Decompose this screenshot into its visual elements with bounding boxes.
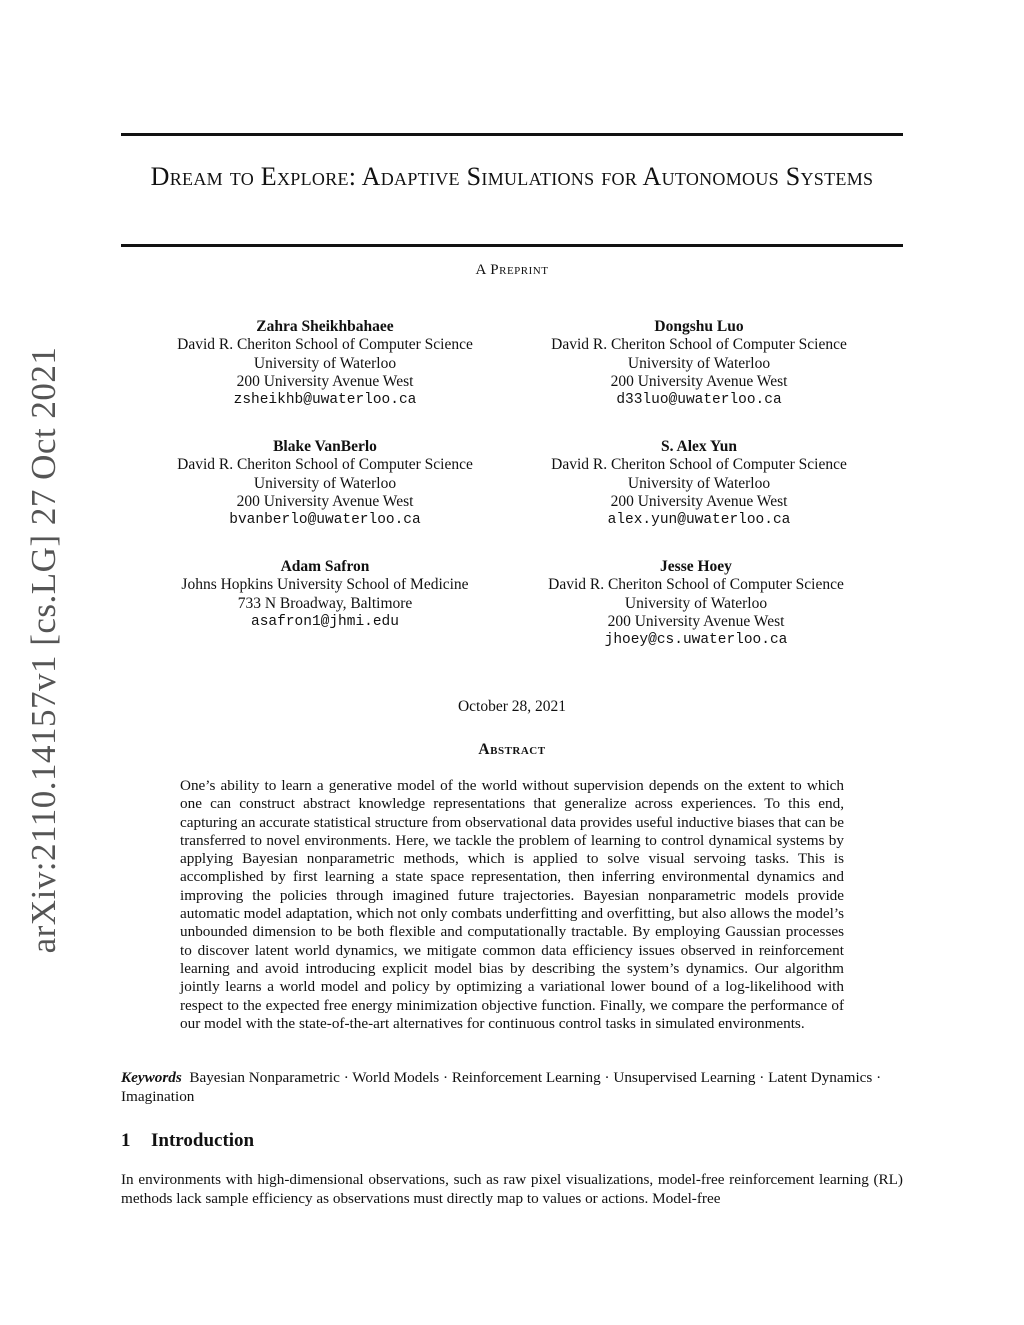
author-block bbox=[135, 438, 515, 529]
author-affiliation: David R. Cheriton School of Computer Science bbox=[548, 576, 844, 594]
author-affiliation: David R. Cheriton School of Computer Science bbox=[551, 456, 847, 474]
author-block bbox=[509, 438, 889, 529]
abstract-text: One’s ability to learn a generative model of the world without supervision depends on the extent to which one can construct abstract knowledge representations that generalize across experiences. To this end, capturing an accurate statistical structure from observational data provides useful inductive biases that can be transferred to novel environments. Here, we tackle the problem of learning to control dynamical systems by applying Bayesian nonparametric methods, which is applied to solve visual servoing tasks. This is accomplished by first learning a state space representation, then inferring environmental dynamics and improving the policies through imagined future trajectories. Bayesian nonparametric models provide automatic model adaptation, which not only combats underfitting and overfitting, but also allows the model’s unbounded dimension to be both flexible and computationally tractable. By employing Gaussian processes to discover latent world dynamics, we mitigate common data efficiency issues observed in reinforcement learning and avoid introducing explicit model bias by describing the system’s dynamics. Our algorithm jointly learns a world model and policy by optimizing a variational lower bound of a log-likelihood with respect to the expected free energy minimization objective function. Finally, we compare the performance of our model with the state-of-the-art alternatives for continuous control tasks in simulated environments. bbox=[180, 777, 844, 1032]
author-name: Adam Safron bbox=[280, 558, 370, 575]
section-heading bbox=[121, 1130, 254, 1152]
preprint-label: A Preprint bbox=[475, 262, 549, 278]
arxiv-identifier-stamp: arXiv:2110.14157v1 [cs.LG] 27 Oct 2021 bbox=[24, 346, 63, 954]
author-affiliation: David R. Cheriton School of Computer Science bbox=[177, 336, 473, 354]
title-top-rule bbox=[121, 133, 903, 136]
author-university: University of Waterloo bbox=[624, 594, 768, 612]
author-affiliation: Johns Hopkins University School of Medicine bbox=[181, 576, 469, 594]
section-title: Introduction bbox=[151, 1130, 255, 1151]
author-name: Jesse Hoey bbox=[660, 558, 732, 575]
author-block bbox=[506, 558, 886, 649]
author-university: University of Waterloo bbox=[253, 474, 397, 492]
author-name: Zahra Sheikhbahaee bbox=[256, 318, 394, 335]
author-address: 733 N Broadway, Baltimore bbox=[237, 594, 413, 612]
author-affiliation: David R. Cheriton School of Computer Science bbox=[177, 456, 473, 474]
author-address: 200 University Avenue West bbox=[236, 492, 414, 510]
author-email[interactable]: zsheikhb@uwaterloo.ca bbox=[233, 392, 417, 409]
author-address: 200 University Avenue West bbox=[610, 372, 788, 390]
author-block bbox=[135, 318, 515, 409]
keywords-label: Keywords bbox=[121, 1069, 182, 1086]
author-name: Dongshu Luo bbox=[654, 318, 744, 335]
author-email[interactable]: asafron1@jhmi.edu bbox=[251, 613, 399, 630]
author-university: University of Waterloo bbox=[627, 354, 771, 372]
section-number: 1 bbox=[121, 1130, 131, 1151]
author-name: Blake VanBerlo bbox=[273, 438, 377, 455]
author-address: 200 University Avenue West bbox=[607, 612, 785, 630]
author-email[interactable]: d33luo@uwaterloo.ca bbox=[616, 392, 782, 409]
author-email[interactable]: bvanberlo@uwaterloo.ca bbox=[229, 512, 421, 529]
keywords-list: Bayesian Nonparametric · World Models · Reinforcement Learning · Unsupervised Learning · Latent Dynamics · Imagination bbox=[121, 1069, 882, 1105]
author-email[interactable]: jhoey@cs.uwaterloo.ca bbox=[604, 632, 788, 649]
title-bottom-rule bbox=[121, 244, 903, 247]
intro-paragraph: In environments with high-dimensional observations, such as raw pixel visualizations, model-free reinforcement learning (RL) methods lack sample efficiency as observations must directly map to values or actions. Model-free bbox=[121, 1171, 903, 1207]
paper-title: Dream to Explore: Adaptive Simulations for Autonomous Systems bbox=[150, 162, 874, 191]
keywords bbox=[121, 1069, 903, 1106]
abstract-heading: Abstract bbox=[478, 741, 546, 758]
author-block bbox=[509, 318, 889, 409]
author-university: University of Waterloo bbox=[253, 354, 397, 372]
author-address: 200 University Avenue West bbox=[236, 372, 414, 390]
publication-date: October 28, 2021 bbox=[457, 698, 567, 715]
author-name: S. Alex Yun bbox=[661, 438, 737, 455]
author-block bbox=[135, 558, 515, 631]
author-affiliation: David R. Cheriton School of Computer Science bbox=[551, 336, 847, 354]
author-email[interactable]: alex.yun@uwaterloo.ca bbox=[607, 512, 791, 529]
author-address: 200 University Avenue West bbox=[610, 492, 788, 510]
author-university: University of Waterloo bbox=[627, 474, 771, 492]
